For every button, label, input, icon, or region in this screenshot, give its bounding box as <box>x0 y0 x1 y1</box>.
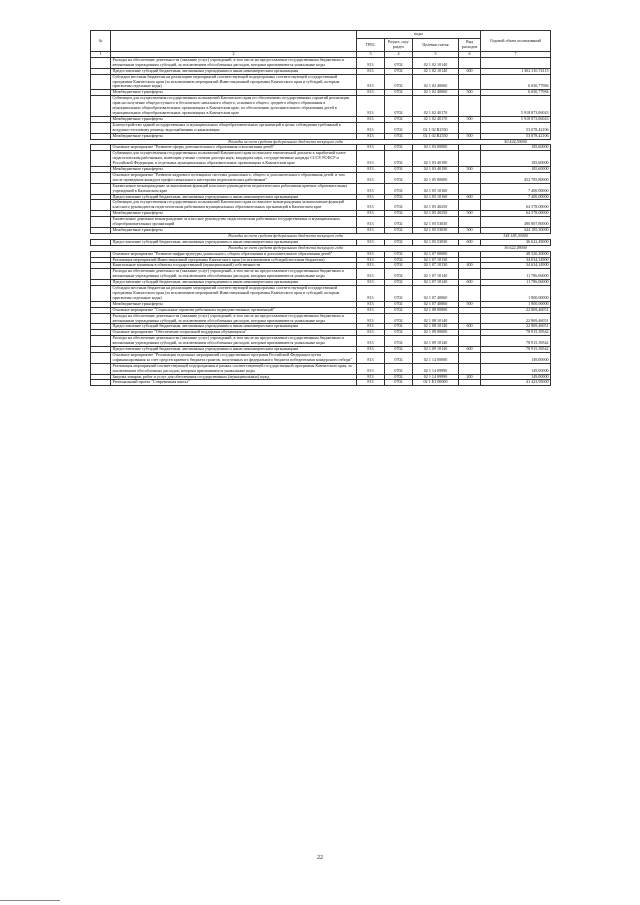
row-target: 02 1 08 00000 <box>413 307 459 313</box>
row-amount: 53 078,42106 <box>481 122 551 133</box>
row-grbs: 813 <box>357 269 385 280</box>
row-amount: 380 807,80000 <box>481 217 551 228</box>
row-name: Основное мероприятие "Развитие сферы дополнительного образования и воспитания детей" <box>111 145 357 151</box>
row-target: 02 1 03 40190 <box>413 167 459 173</box>
row-grbs: 813 <box>357 96 385 117</box>
row-razdel: 0702 <box>385 239 413 245</box>
row-target: 02 1 05 10160 <box>413 183 459 194</box>
row-num <box>91 122 111 133</box>
row-razdel: 0702 <box>385 194 413 200</box>
row-target: 02 1 05 53030 <box>413 239 459 245</box>
row-vid <box>459 313 481 324</box>
table-row <box>91 57 551 68</box>
row-vid: 500 <box>459 211 481 217</box>
row-name: Региональный проект "Современная школа" <box>111 380 357 386</box>
table-row <box>91 313 551 324</box>
row-target: 02 1 07 10130 <box>413 263 459 269</box>
row-name: Межбюджетные трансферты <box>111 116 357 122</box>
note-amount: 344 185,30000 <box>503 233 528 238</box>
row-razdel: 0702 <box>385 336 413 347</box>
row-num <box>91 336 111 347</box>
row-amount: 185,60000 <box>481 167 551 173</box>
row-target: 02 1 07 10140 <box>413 280 459 286</box>
row-grbs: 813 <box>357 336 385 347</box>
row-vid: 600 <box>459 347 481 353</box>
table-row <box>91 269 551 280</box>
row-grbs: 813 <box>357 307 385 313</box>
row-num <box>91 217 111 228</box>
row-target: 02 1 14 09990 <box>413 363 459 374</box>
row-grbs: 813 <box>357 251 385 257</box>
row-target: 02 1 02 R2550 <box>413 122 459 133</box>
row-vid: 600 <box>459 239 481 245</box>
row-target: 02 1 09 10140 <box>413 336 459 347</box>
row-razdel: 0702 <box>385 347 413 353</box>
row-razdel: 0702 <box>385 330 413 336</box>
row-vid <box>459 286 481 302</box>
row-amount: 185,60000 <box>481 145 551 151</box>
row-grbs: 813 <box>357 217 385 228</box>
row-target: 02 1 02 R2550 <box>413 133 459 139</box>
row-razdel: 0702 <box>385 183 413 194</box>
row-vid <box>459 122 481 133</box>
row-name: Основное мероприятие "Социальные гарантии работникам подведомственных организаций" <box>111 307 357 313</box>
table-row <box>91 183 551 194</box>
row-vid: 600 <box>459 194 481 200</box>
note-text: Расходы за счет средств федерального бюджета текущего года <box>228 245 343 250</box>
row-razdel: 0702 <box>385 352 413 363</box>
header-name <box>111 31 357 52</box>
col-index: 5 <box>413 52 459 58</box>
row-target: 02 1 09 10140 <box>413 347 459 353</box>
row-vid <box>459 363 481 374</box>
row-amount: 5 918 873,06043 <box>481 116 551 122</box>
row-grbs: 813 <box>357 122 385 133</box>
row-name: Расходы на обеспечение деятельности (оказание услуг) учреждений, в том числе на предоставление государственным бюджетным и автономным учреждениям субсидий, за исключением обособленных расходов, которым присваиваются уникальные коды <box>111 336 357 347</box>
table-row <box>91 380 551 386</box>
row-num <box>91 313 111 324</box>
row-name: Основное мероприятие "Обеспечение социальной поддержки обучающихся" <box>111 330 357 336</box>
row-name: Капитальные вложения в объекты государственной (муниципальной) собственности <box>111 263 357 269</box>
row-grbs: 813 <box>357 330 385 336</box>
row-razdel: 0702 <box>385 68 413 74</box>
row-num <box>91 172 111 183</box>
row-target: 02 1 05 53030 <box>413 217 459 228</box>
row-name: Предоставление субсидий бюджетным, автономным учреждениям и иным некоммерческим организациям <box>111 68 357 74</box>
row-target: 02 1 05 40250 <box>413 211 459 217</box>
row-name: Субвенции для осуществления государственных полномочий Камчатского края по обеспечению государственных гарантий реализации прав на получение общедоступного и бесплатного начального общего, основного общего, среднего общего образования в муниципальных общеобразовательных организациях в Камчатском крае, по обеспечению дополнительного образования детей в муниципальных общеобразовательных организациях в Камчатском крае <box>111 96 357 117</box>
row-amount: 22 869,46051 <box>481 324 551 330</box>
row-razdel: 0702 <box>385 301 413 307</box>
row-razdel: 0702 <box>385 116 413 122</box>
table-row <box>91 217 551 228</box>
row-razdel: 0702 <box>385 380 413 386</box>
row-amount: 452 785,80000 <box>481 172 551 183</box>
row-razdel: 0702 <box>385 151 413 167</box>
row-target: 02 1 07 10130 <box>413 257 459 263</box>
col-index: 4 <box>385 52 413 58</box>
row-amount: 22 869,46051 <box>481 313 551 324</box>
row-target: 02 1 02 40170 <box>413 96 459 117</box>
table-row <box>91 74 551 90</box>
row-amount: 36 622,49000 <box>481 239 551 245</box>
row-razdel: 0702 <box>385 90 413 96</box>
row-name: Межбюджетные трансферты <box>111 133 357 139</box>
row-razdel: 0702 <box>385 228 413 234</box>
row-amount: 7 400,00000 <box>481 194 551 200</box>
table-row <box>91 363 551 374</box>
row-vid: 500 <box>459 133 481 139</box>
row-grbs: 813 <box>357 380 385 386</box>
row-amount: 149,00000 <box>481 374 551 380</box>
row-grbs: 813 <box>357 313 385 324</box>
row-grbs: 813 <box>357 239 385 245</box>
row-name: Межбюджетные трансферты <box>111 167 357 173</box>
row-name: Предоставление субсидий бюджетным, автономным учреждениям и иным некоммерческим организациям <box>111 324 357 330</box>
row-razdel: 0702 <box>385 313 413 324</box>
row-target: 02 1 14 00000 <box>413 352 459 363</box>
row-name: Реализация мероприятий соответствующей подпрограммы в рамках соответствующей государственной программы Камчатского края, за исключением обособленных расходов, которым присваиваются уникальные коды <box>111 363 357 374</box>
row-vid: 600 <box>459 68 481 74</box>
row-num <box>91 74 111 90</box>
row-name: Ежемесячное денежное вознаграждение за классное руководство педагогическим работникам государственных и муниципальных общеобразовательных организаций <box>111 217 357 228</box>
table-row <box>91 200 551 211</box>
row-amount: 34 634,14900 <box>481 257 551 263</box>
row-grbs: 813 <box>357 116 385 122</box>
note-text: Расходы за счет средств федерального бюджета текущего года <box>228 233 343 238</box>
col-index: 6 <box>459 52 481 58</box>
row-target: 02 1 08 10140 <box>413 324 459 330</box>
row-target: 02 1 02 40170 <box>413 116 459 122</box>
row-target: 02 1 02 10140 <box>413 57 459 68</box>
row-razdel: 0702 <box>385 374 413 380</box>
row-amount: 344 185,30000 <box>481 228 551 234</box>
row-name: Расходы на обеспечение деятельности (оказание услуг) учреждений, в том числе на предоставление государственным бюджетным и автономным учреждениям субсидий, за исключением обособленных расходов, которым присваиваются уникальные коды <box>111 313 357 324</box>
budget-table <box>90 30 551 386</box>
row-amount: 6 650,77984 <box>481 90 551 96</box>
row-grbs: 813 <box>357 194 385 200</box>
row-vid <box>459 74 481 90</box>
row-num <box>91 269 111 280</box>
row-amount: 1 800,00000 <box>481 286 551 302</box>
row-num <box>91 352 111 363</box>
row-target: 02 1 05 10160 <box>413 194 459 200</box>
row-vid: 600 <box>459 280 481 286</box>
scan-edge-line <box>0 900 60 901</box>
row-grbs: 813 <box>357 286 385 302</box>
col-index: 2 <box>111 52 357 58</box>
row-name: Закупка товаров, работ и услуг для обеспечения государственных (муниципальных) нужд <box>111 374 357 380</box>
row-razdel: 0702 <box>385 324 413 330</box>
row-target: 02 1 02 10140 <box>413 68 459 74</box>
row-amount: 64 578,00000 <box>481 211 551 217</box>
row-name: Субвенции для осуществления государственных полномочий Камчатского края по выплате ежемесячной доплаты к заработной плате педагогическим работникам, имеющим ученые степени доктора наук, кандидата наук, государственные награды СССР, РСФСР и Российской Федерации, в отдельных муниципальных образовательных организациях в Камчатском крае <box>111 151 357 167</box>
header-vid: Вид расходов <box>459 39 481 52</box>
row-grbs: 813 <box>357 200 385 211</box>
row-num <box>91 200 111 211</box>
note-amount: 36 622,49000 <box>504 245 527 250</box>
row-grbs: 813 <box>357 167 385 173</box>
row-vid <box>459 183 481 194</box>
page-number: 22 <box>317 855 323 861</box>
row-name: Реализация мероприятий Инвестиционной программы Камчатского края (за исключением субсидий местным бюджетам) <box>111 257 357 263</box>
row-num <box>91 96 111 117</box>
row-name: Основное мероприятие "Реализация отдельных мероприятий государственных программ Российской Федерации путем софинансирования за счет средств краевого бюджета грантов, полученных из федерального бюджета победителями конкурсного отбора" <box>111 352 357 363</box>
row-razdel: 0702 <box>385 57 413 68</box>
table-row <box>91 151 551 167</box>
row-name: Расходы на обеспечение деятельности (оказание услуг) учреждений, в том числе на предоставление государственным бюджетным и автономным учреждениям субсидий, за исключением обособленных расходов, которым присваиваются уникальные коды <box>111 57 357 68</box>
row-vid: 500 <box>459 167 481 173</box>
row-vid <box>459 96 481 117</box>
row-amount: 6 650,77984 <box>481 74 551 90</box>
row-vid: 600 <box>459 324 481 330</box>
row-name: Благоустройство зданий государственных и муниципальных общеобразовательных организаций в целях соблюдения требований к воздушно-тепловому режиму, водоснабжению и канализации <box>111 122 357 133</box>
row-vid <box>459 336 481 347</box>
row-grbs: 813 <box>357 145 385 151</box>
row-amount: 22 869,46051 <box>481 307 551 313</box>
header-grbs: ГРБС <box>357 39 385 52</box>
row-target: 02 1 14 09990 <box>413 374 459 380</box>
row-grbs: 813 <box>357 301 385 307</box>
header-codes: коды <box>357 31 481 39</box>
row-name: Субсидии местным бюджетам на реализацию мероприятий соответствующей подпрограммы соответствующей государственной программы Камчатского края (за исключением мероприятий Инвестиционной программы Камчатского края и субсидий, которым присвоены отдельные коды) <box>111 74 357 90</box>
row-vid: 500 <box>459 228 481 234</box>
col-index: 7 <box>481 52 551 58</box>
header-num: № <box>91 31 111 52</box>
row-vid <box>459 352 481 363</box>
row-name: Межбюджетные трансферты <box>111 301 357 307</box>
row-amount: 149,00000 <box>481 352 551 363</box>
row-target: 02 1 05 40250 <box>413 200 459 211</box>
row-razdel: 0702 <box>385 145 413 151</box>
row-razdel: 0702 <box>385 257 413 263</box>
table-row <box>91 122 551 133</box>
header-target: Целевая статья <box>413 39 459 52</box>
row-name: Предоставление субсидий бюджетным, автономным учреждениям и иным некоммерческим организациям <box>111 239 357 245</box>
row-num <box>91 57 111 68</box>
row-vid <box>459 269 481 280</box>
row-amount: 64 578,00000 <box>481 200 551 211</box>
row-razdel: 0702 <box>385 74 413 90</box>
row-name: Межбюджетные трансферты <box>111 228 357 234</box>
row-target: 02 1 07 00000 <box>413 251 459 257</box>
row-grbs: 813 <box>357 352 385 363</box>
table-row <box>91 352 551 363</box>
row-target: 02 1 05 00000 <box>413 172 459 183</box>
row-amount: 78 915,39542 <box>481 336 551 347</box>
row-vid <box>459 200 481 211</box>
row-name: Предоставление субсидий бюджетным, автономным учреждениям и иным некоммерческим организациям <box>111 347 357 353</box>
row-razdel: 0702 <box>385 200 413 211</box>
table-row <box>91 336 551 347</box>
row-vid <box>459 380 481 386</box>
row-razdel: 0702 <box>385 280 413 286</box>
row-grbs: 813 <box>357 151 385 167</box>
row-grbs: 813 <box>357 324 385 330</box>
row-grbs: 813 <box>357 257 385 263</box>
row-num <box>91 380 111 386</box>
row-target: 02 1 07 40060 <box>413 286 459 302</box>
row-vid: 500 <box>459 116 481 122</box>
row-target: 02 1 07 10140 <box>413 269 459 280</box>
row-vid: 500 <box>459 301 481 307</box>
row-amount: 41 423,95000 <box>481 380 551 386</box>
row-name: Основное мероприятие "Развитие инфраструктуры дошкольного, общего образования и дополнительного образования детей" <box>111 251 357 257</box>
row-razdel: 0702 <box>385 263 413 269</box>
row-amount: 78 915,39542 <box>481 330 551 336</box>
row-razdel: 0702 <box>385 172 413 183</box>
row-name: Субсидии местным бюджетам на реализацию мероприятий соответствующей подпрограммы соответствующей государственной программы Камчатского края (за исключением мероприятий Инвестиционной программы Камчатского края и субсидий, которым присвоены отдельные коды) <box>111 286 357 302</box>
row-grbs: 813 <box>357 68 385 74</box>
row-grbs: 813 <box>357 211 385 217</box>
header-amount: Годовой объем ассигнований <box>481 31 551 52</box>
row-num <box>91 151 111 167</box>
row-target: 02 1 03 40190 <box>413 151 459 167</box>
row-name: Предоставление субсидий бюджетным, автономным учреждениям и иным некоммерческим организациям <box>111 194 357 200</box>
row-grbs: 813 <box>357 57 385 68</box>
row-amount <box>481 57 551 68</box>
row-razdel: 0702 <box>385 217 413 228</box>
row-grbs: 813 <box>357 172 385 183</box>
row-razdel: 0702 <box>385 363 413 374</box>
row-vid <box>459 172 481 183</box>
row-num <box>91 363 111 374</box>
row-razdel: 0702 <box>385 286 413 302</box>
row-name: Межбюджетные трансферты <box>111 211 357 217</box>
col-index: 3 <box>357 52 385 58</box>
col-index: 1 <box>91 52 111 58</box>
row-razdel: 0702 <box>385 122 413 133</box>
row-name: Ежемесячное вознаграждение за выполнение функций классного руководителя педагогическим работникам краевых образовательных учреждений в Камчатском крае <box>111 183 357 194</box>
row-grbs: 813 <box>357 263 385 269</box>
row-name: Субвенции для осуществления государственных полномочий Камчатского края по выплате вознаграждения за выполнение функций классного руководителя педагогическим работникам муниципальных образовательных организаций в Камчатском крае <box>111 200 357 211</box>
row-target: 02 1 05 53030 <box>413 228 459 234</box>
row-amount: 185,60000 <box>481 151 551 167</box>
row-vid <box>459 57 481 68</box>
row-name: Предоставление субсидий бюджетным, автономным учреждениям и иным некоммерческим организациям <box>111 280 357 286</box>
note-text: Расходы за счет средств федерального бюджета текущего года <box>228 139 343 144</box>
row-vid: 500 <box>459 90 481 96</box>
row-amount: 34 634,14900 <box>481 263 551 269</box>
row-grbs: 813 <box>357 133 385 139</box>
budget-document <box>90 30 550 386</box>
row-num <box>91 183 111 194</box>
row-name: Межбюджетные трансферты <box>111 90 357 96</box>
row-amount: 48 320,20000 <box>481 251 551 257</box>
row-target: 02 1 02 40060 <box>413 74 459 90</box>
row-amount: 11 786,06000 <box>481 269 551 280</box>
row-vid <box>459 151 481 167</box>
row-amount: 7 400,00000 <box>481 183 551 194</box>
row-grbs: 813 <box>357 280 385 286</box>
row-amount: 149,00000 <box>481 363 551 374</box>
row-vid: 400 <box>459 263 481 269</box>
table-row <box>91 172 551 183</box>
row-grbs: 813 <box>357 90 385 96</box>
header-razdel: Раздел, под-раздел <box>385 39 413 52</box>
row-target: 02 1 03 00000 <box>413 145 459 151</box>
row-amount: 53 078,42106 <box>481 133 551 139</box>
row-target: 02 1 09 00000 <box>413 330 459 336</box>
row-razdel: 0702 <box>385 96 413 117</box>
row-amount: 78 915,39542 <box>481 347 551 353</box>
row-grbs: 813 <box>357 347 385 353</box>
row-amount: 11 786,06000 <box>481 280 551 286</box>
row-target: 02 1 02 40060 <box>413 90 459 96</box>
row-target: 02 1 07 40060 <box>413 301 459 307</box>
row-razdel: 0702 <box>385 133 413 139</box>
row-grbs: 813 <box>357 183 385 194</box>
row-razdel: 0702 <box>385 167 413 173</box>
row-grbs: 813 <box>357 374 385 380</box>
row-name: Расходы на обеспечение деятельности (оказание услуг) учреждений, в том числе на предоставление государственным бюджетным и автономным учреждениям субсидий, за исключением обособленных расходов, которым присваиваются уникальные коды <box>111 269 357 280</box>
row-grbs: 813 <box>357 363 385 374</box>
row-amount: 5 918 873,06043 <box>481 96 551 117</box>
row-grbs: 813 <box>357 228 385 234</box>
table-row <box>91 96 551 117</box>
row-target: 02 1 E1 00000 <box>413 380 459 386</box>
row-razdel: 0702 <box>385 307 413 313</box>
row-num <box>91 286 111 302</box>
row-amount: 1 302 310,74115 <box>481 68 551 74</box>
row-vid: 200 <box>459 374 481 380</box>
row-razdel: 0702 <box>385 211 413 217</box>
row-grbs: 813 <box>357 74 385 90</box>
row-name: Основное мероприятие "Развитие кадрового потенциала системы дошкольного, общего и дополнительного образования детей, в том числе проведение конкурса профессионального мастерства педагогических работников" <box>111 172 357 183</box>
row-razdel: 0702 <box>385 251 413 257</box>
note-amount: 50 424,50000 <box>504 139 527 144</box>
row-target: 02 1 08 10140 <box>413 313 459 324</box>
row-amount: 1 800,00000 <box>481 301 551 307</box>
row-razdel: 0702 <box>385 269 413 280</box>
row-vid <box>459 217 481 228</box>
table-row <box>91 286 551 302</box>
